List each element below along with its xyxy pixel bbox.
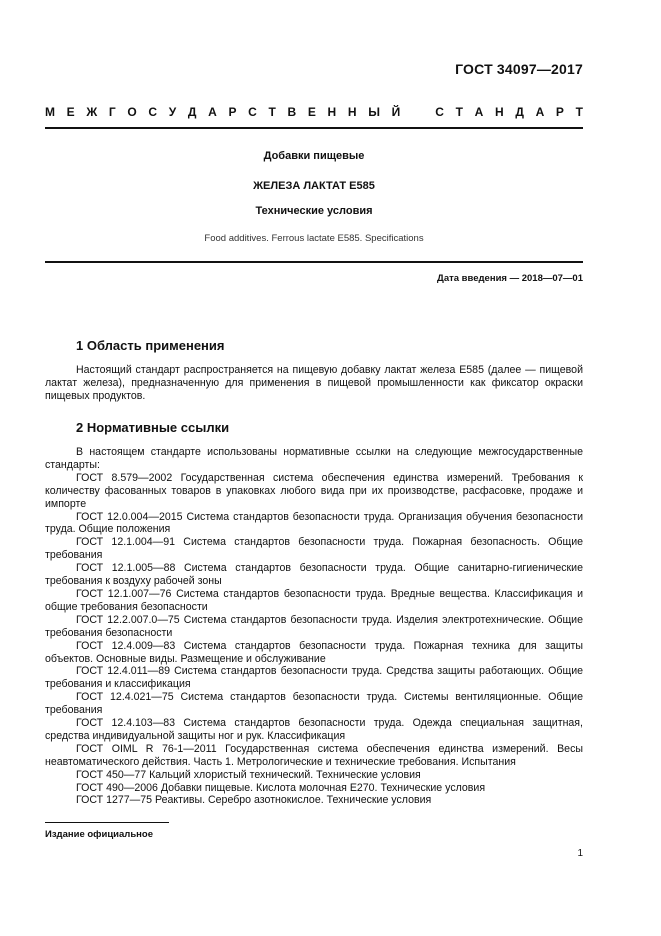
section-1-text	[45, 364, 583, 403]
header-rule	[45, 127, 583, 129]
banner-letter: Д	[187, 105, 197, 119]
reference-item: ГОСТ 8.579—2002 Государственная система обеспечения единства измерений. Требования к количеству фасованных товаров в упаковках любого вида при их производстве, расфасовке, продаже и импорте	[45, 471, 583, 510]
section-1-heading: 1 Область применения	[76, 338, 225, 353]
footer-rule	[45, 822, 169, 823]
reference-item: ГОСТ 12.1.005—88 Система стандартов безопасности труда. Общие санитарно-гигиенические требования к воздуху рабочей зоны	[45, 562, 583, 588]
banner-letter: Г	[108, 105, 116, 119]
reference-item: ГОСТ 490—2006 Добавки пищевые. Кислота молочная Е270. Технические условия	[76, 781, 486, 794]
title-line-2: ЖЕЛЕЗА ЛАКТАТ Е585	[253, 180, 375, 192]
banner-letter: Н	[494, 105, 504, 119]
banner-letter: С	[248, 105, 257, 119]
section-1-paragraph: Настоящий стандарт распространяется на пищевую добавку лактат железа Е585 (далее — пищевой лактат железа), предназначенную для применения в пищевой промышленности как фиксатор окраски пищевых продуктов.	[45, 364, 583, 402]
references-intro: В настоящем стандарте использованы нормативные ссылки на следующие межгосударственные стандарты:	[45, 446, 583, 471]
banner-letter: Н	[327, 105, 337, 119]
banner-letter: Е	[307, 105, 316, 119]
banner-letter: Р	[555, 105, 564, 119]
banner-letter: Й	[391, 105, 401, 119]
banner-letter: Ж	[86, 105, 98, 119]
banner-letter: В	[287, 105, 297, 119]
reference-item: ГОСТ 12.2.007.0—75 Система стандартов безопасности труда. Изделия электротехнические. Общие требования безопасности	[45, 613, 583, 639]
banner-letter: А	[474, 105, 484, 119]
title-line-1: Добавки пищевые	[263, 150, 365, 162]
banner-letter: Ы	[368, 105, 380, 119]
banner-letter: М	[45, 105, 55, 119]
title-line-3: Технические условия	[255, 205, 373, 217]
reference-item: ГОСТ 12.1.007—76 Система стандартов безопасности труда. Вредные вещества. Классификация и общие требования безопасности	[45, 587, 583, 613]
document-code: ГОСТ 34097—2017	[455, 61, 583, 77]
reference-item: ГОСТ 450—77 Кальций хлористый технический. Технические условия	[76, 768, 421, 781]
banner-letter: Н	[347, 105, 357, 119]
reference-item: ГОСТ 12.4.021—75 Система стандартов безопасности труда. Системы вентиляционные. Общие требования	[45, 691, 583, 717]
banner-letter: Т	[268, 105, 276, 119]
interstate-standard-banner	[45, 105, 583, 119]
title-english: Food additives. Ferrous lactate E585. Specifications	[204, 233, 424, 244]
introduction-date: Дата введения — 2018—07—01	[437, 273, 583, 284]
page-number: 1	[577, 848, 583, 859]
banner-letter: А	[535, 105, 545, 119]
reference-item: ГОСТ 12.4.009—83 Система стандартов безопасности труда. Пожарная техника для защиты объектов. Основные виды. Размещение и обслуживание	[45, 639, 583, 665]
banner-letter: Е	[66, 105, 75, 119]
banner-letter: Т	[455, 105, 463, 119]
reference-item: ГОСТ OIML R 76-1—2011 Государственная система обеспечения единства измерений. Весы неавтоматического действия. Часть 1. Метрологические и технические требования. Испытания	[45, 742, 583, 768]
reference-item: ГОСТ 12.4.103—83 Система стандартов безопасности труда. Одежда специальная защитная, средства индивидуальной защиты ног и рук. Классификация	[45, 717, 583, 742]
banner-letter: О	[127, 105, 137, 119]
banner-letter: У	[168, 105, 177, 119]
edition-label: Издание официальное	[45, 829, 153, 840]
banner-letter: А	[208, 105, 217, 119]
banner-letter: Т	[575, 105, 583, 119]
reference-item: ГОСТ 12.1.004—91 Система стандартов безопасности труда. Пожарная безопасность. Общие требования	[45, 536, 583, 562]
reference-item: ГОСТ 12.0.004—2015 Система стандартов безопасности труда. Организация обучения безопасности труда. Общие положения	[45, 510, 583, 536]
title-rule	[45, 261, 583, 263]
banner-letter: С	[435, 105, 444, 119]
section-2-references	[45, 446, 583, 807]
reference-item: ГОСТ 1277—75 Реактивы. Серебро азотнокислое. Технические условия	[76, 794, 432, 807]
section-2-heading: 2 Нормативные ссылки	[76, 420, 230, 435]
reference-item: ГОСТ 12.4.011—89 Система стандартов безопасности труда. Средства защиты работающих. Общие требования и классификация	[45, 665, 583, 691]
banner-letter: С	[148, 105, 158, 119]
banner-letter: Д	[515, 105, 524, 119]
banner-letter: Р	[228, 105, 237, 119]
